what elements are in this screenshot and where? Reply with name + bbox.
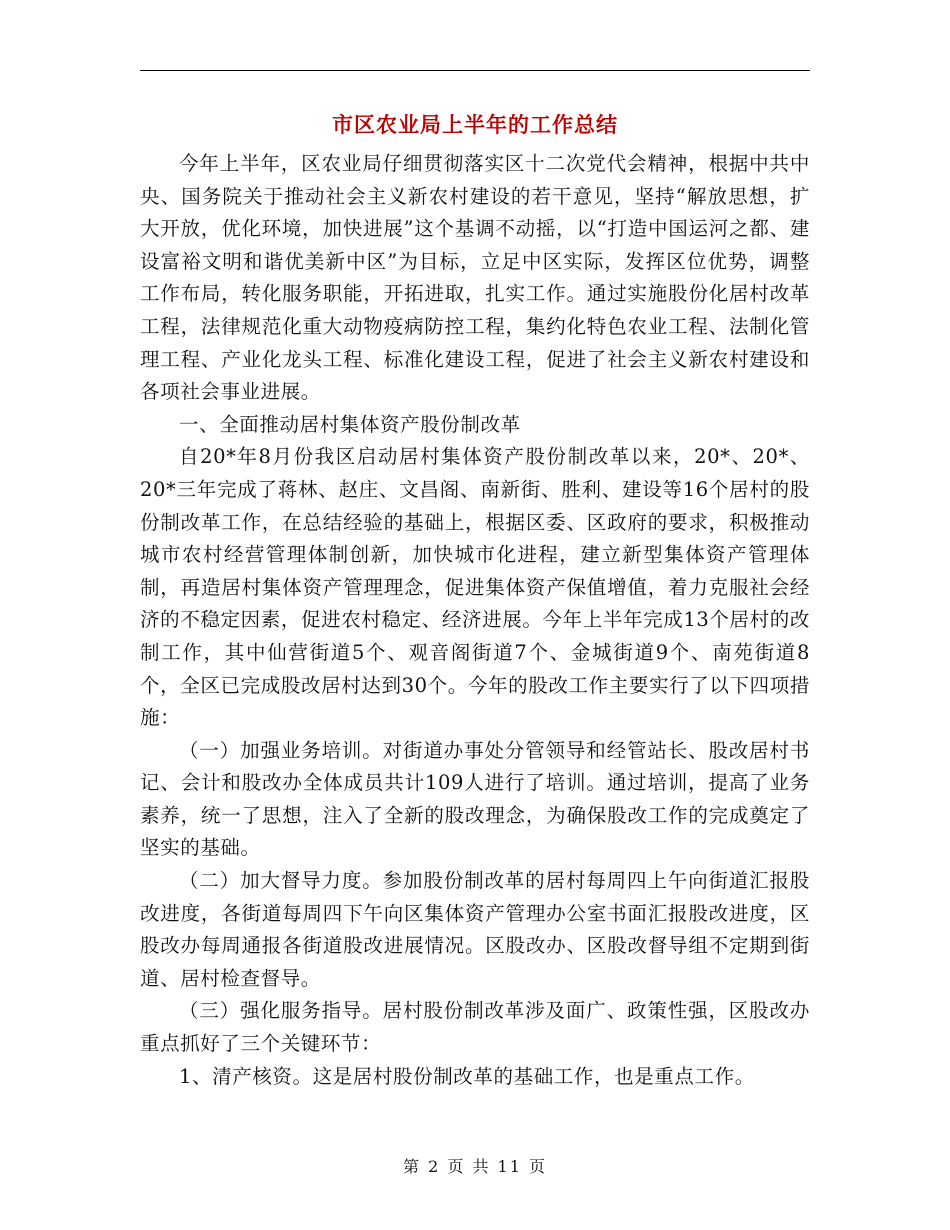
paragraph-measure-1: （一）加强业务培训。对街道办事处分管领导和经管站长、股改居村书记、会计和股改办全体成员共计109人进行了培训。通过培训，提高了业务素养，统一了思想，注入了全新的股改理念，为确保股改工作的完成奠定了坚实的基础。 [140,738,810,860]
page-number-footer: 第 2 页 共 11 页 [403,1157,547,1176]
header-rule [140,70,810,71]
paragraph-item-1: 1、清产核资。这是居村股份制改革的基础工作，也是重点工作。 [179,1064,755,1088]
paragraph-intro: 今年上半年，区农业局仔细贯彻落实区十二次党代会精神，根据中共中央、国务院关于推动社会主义新农村建设的若干意见，坚持“解放思想，扩大开放，优化环境，加快进展”这个基调不动摇，以“打造中国运河之都、建设富裕文明和谐优美新中区”为目标，立足中区实际，发挥区位优势，调整工作布局，转化服务职能，开拓进取，扎实工作。通过实施股份化居村改革工程，法律规范化重大动物疫病防控工程，集约化特色农业工程、法制化管理工程、产业化龙头工程、标准化建设工程，促进了社会主义新农村建设和各项社会事业进展。 [140,152,810,404]
section-heading-1: 一、全面推动居村集体资产股份制改革 [179,412,521,436]
paragraph-measure-2: （二）加大督导力度。参加股份制改革的居村每周四上午向街道汇报股改进度，各街道每周四下午向区集体资产管理办公室书面汇报股改进度，区股改办每周通报各街道股改进展情况。区股改办、区股改督导组不定期到街道、居村检查督导。 [140,869,810,990]
paragraph-measure-3: （三）强化服务指导。居村股份制改革涉及面广、政策性强，区股改办重点抓好了三个关键环节： [140,999,810,1056]
document-title: 市区农业局上半年的工作总结 [332,112,618,137]
paragraph-section-1: 自20*年8月份我区启动居村集体资产股份制改革以来，20*、20*、20*三年完成了蒋林、赵庄、文昌阁、南新街、胜利、建设等16个居村的股份制改革工作，在总结经验的基础上，根据区委、区政府的要求，积极推动城市农村经营管理体制创新，加快城市化进程，建立新型集体资产管理体制，再造居村集体资产管理理念，促进集体资产保值增值，着力克服社会经济的不稳定因素，促进农村稳定、经济进展。今年上半年完成13个居村的改制工作，其中仙营街道5个、观音阁街道7个、金城街道9个、南苑街道8个，全区已完成股改居村达到30个。今年的股改工作主要实行了以下四项措施： [140,445,810,730]
document-body [140,148,810,1093]
